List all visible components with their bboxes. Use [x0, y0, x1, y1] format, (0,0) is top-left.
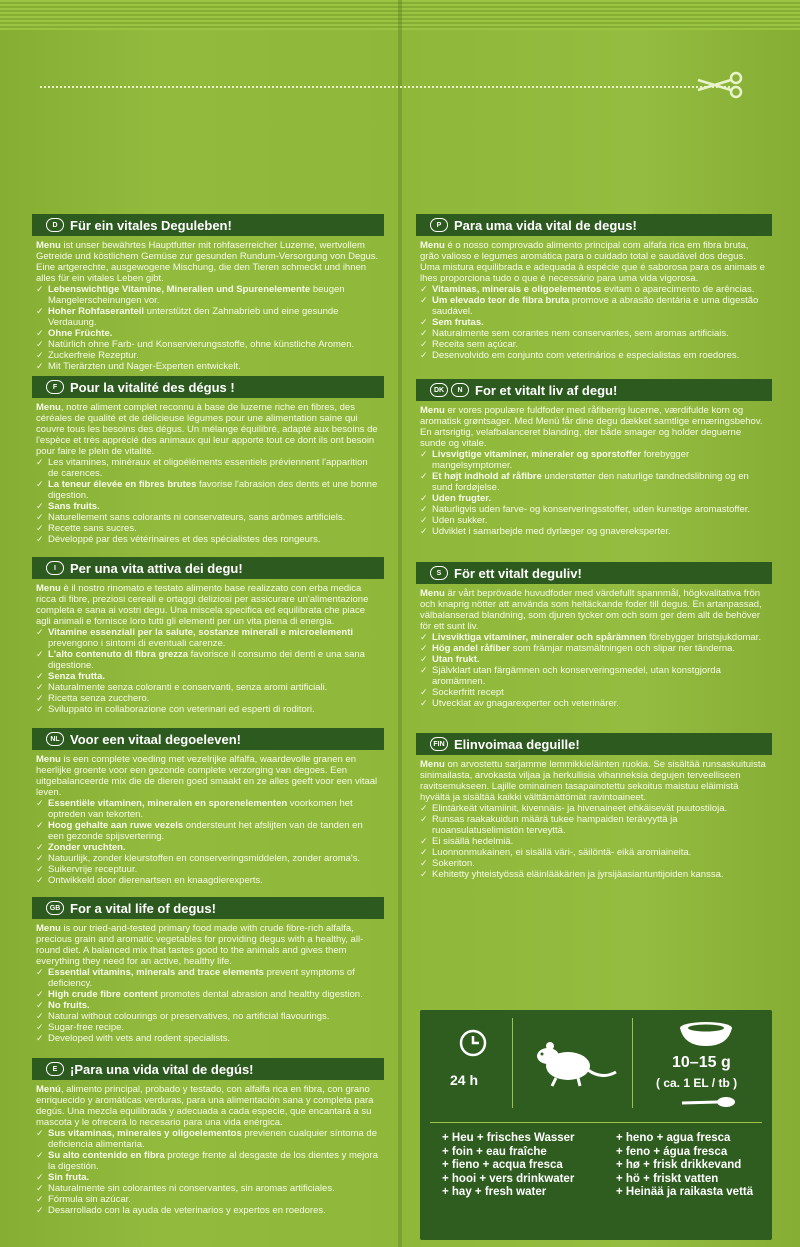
benefit-bold: Utan frukt.: [432, 654, 480, 665]
benefit-item: [420, 858, 768, 869]
benefit-bold: High crude fibre content: [48, 989, 158, 1000]
hay-water-line: + hooi + vers drinkwater: [442, 1172, 575, 1185]
section-body: [416, 755, 772, 880]
section-title: För ett vitalt deguliv!: [454, 565, 582, 581]
benefit-text: Recette sans sucres.: [48, 523, 137, 534]
benefit-text: Sockerfritt recept: [432, 687, 504, 698]
benefit-text: Développé par des vétérinaires et des spécialistes des rongeurs.: [48, 534, 321, 545]
section-header: [32, 1058, 384, 1080]
intro-text: is our tried-and-tested primary food made with crude fibre-rich alfalfa, precious grain and aromatic vegetables for providing degus with a healthy, all-round diet. A balanced mix that tastes good to the animals and gives them everything they need for an active, healthy life.: [36, 923, 364, 967]
section-header: [416, 379, 772, 401]
language-badge: GB: [46, 901, 64, 915]
hay-water-line: + feno + água fresca: [616, 1145, 728, 1158]
benefit-text: Självklart utan färgämnen och konserveringsmedel, utan konstgjorda aromämnen.: [432, 665, 721, 687]
bag-center-seam: [398, 0, 402, 1247]
feeding-amount: 10–15 g: [672, 1054, 731, 1071]
benefit-item: [420, 814, 768, 836]
intro-text: är vårt beprövade huvudfoder med värdefullt spannmål, högkvalitativa frön och knaprig nötter att använda som heltäckande foder till degus. En artanpassad, välbalanserad blandning, som djuren tycker om och som ger dem allt de behöver för ett sunt liv.: [420, 588, 762, 632]
section-header: [416, 214, 772, 236]
benefit-bold: Essentiële vitaminen, mineralen en sporenelementen: [48, 798, 288, 809]
benefit-text: Zuckerfreie Rezeptur.: [48, 350, 139, 361]
language-badge: FIN: [430, 737, 448, 751]
benefit-item: [420, 339, 768, 350]
benefit-item: [36, 649, 380, 671]
benefit-text: Sugar-free recipe.: [48, 1022, 125, 1033]
benefit-bold: Senza frutta.: [48, 671, 106, 682]
benefit-item: [420, 526, 768, 537]
benefit-bold: Livsvigtige vitaminer, mineraler og sporstoffer: [432, 449, 642, 460]
brand-name: Menu: [420, 588, 445, 599]
section-intro: [420, 240, 768, 284]
section-intro: [420, 405, 768, 449]
benefit-bold: Livsviktiga vitaminer, mineraler och spårämnen: [432, 632, 647, 643]
language-badge: F: [46, 380, 64, 394]
language-section-nl: [32, 728, 384, 886]
brand-name: Menu: [36, 583, 61, 594]
language-section-d: [32, 214, 384, 372]
benefit-bold: Hoher Rohfaseranteil: [48, 306, 145, 317]
benefit-item: [36, 853, 380, 864]
food-bowl-icon: [676, 1020, 736, 1048]
section-title: ¡Para una vida vital de degús!: [70, 1061, 254, 1077]
benefit-bold: Hoog gehalte aan ruwe vezels: [48, 820, 184, 831]
benefit-text: previenen cualquier síntoma de deficiencia alimentaria.: [48, 1128, 377, 1150]
benefit-item: [36, 361, 380, 372]
hay-water-line: + heno + agua fresca: [616, 1132, 731, 1144]
benefit-text: Udviklet i samarbejde med dyrlæger og gnavereksperter.: [432, 526, 671, 537]
benefit-item: [420, 847, 768, 858]
benefit-bold: Et højt indhold af råfibre: [432, 471, 542, 482]
language-badge: DK: [430, 383, 448, 397]
benefit-text: Ontwikkeld door dierenartsen en knaagdierexperts.: [48, 875, 263, 886]
section-intro: [36, 240, 380, 284]
benefit-item: [36, 479, 380, 501]
benefit-item: [36, 523, 380, 534]
section-body: [32, 919, 384, 1044]
intro-text: on arvostettu sarjamme lemmikkieläinten ruokia. Se sisältää runsaskuituista sinimailasta, arvokasta viljaa ja herkullisia vihanneksia degujen terveelliseen ravitsemukseen. Lajille ominainen tasapainotettu sekoitus maistuu eläimistä hyvältä ja sisältää kaikki välttämättömät ravintoaineet.: [420, 759, 766, 803]
language-badge: I: [46, 561, 64, 575]
benefit-text: Naturligvis uden farve- og konserveringsstoffer, uden kunstige aromastoffer.: [432, 504, 751, 515]
benefit-text: favorisce il consumo dei denti e una sana digestione.: [48, 649, 365, 671]
benefit-item: [36, 284, 380, 306]
benefit-text: Uden sukker.: [432, 515, 488, 526]
benefit-item: [36, 512, 380, 523]
benefit-item: [420, 698, 768, 709]
brand-name: Menu: [420, 759, 445, 770]
benefit-item: [36, 671, 380, 682]
benefit-text: prevengono i sintomi di eventuali carenze.: [48, 638, 226, 649]
intro-text: er vores populære fuldfoder med råfiberrig lucerne, værdifulde korn og aromatisk grøntsager. Med Menü får dine degu dækket samtlige ernæringsbehov. En artsrigtig, velafbalanceret blanding, der både smager og holder deguerne sunde og vitale.: [420, 405, 763, 449]
language-badge: N: [451, 383, 469, 397]
benefit-bold: Um elevado teor de fibra bruta: [432, 295, 570, 306]
section-intro: [36, 583, 380, 627]
benefit-item: [420, 632, 768, 643]
language-section-f: [32, 376, 384, 545]
clock-icon: [458, 1028, 488, 1058]
panel-divider: [430, 1122, 762, 1123]
section-title: Elinvoimaa deguille!: [454, 736, 580, 752]
benefit-text: Desenvolvido em conjunto com veterinários e especialistas em roedores.: [432, 350, 740, 361]
benefit-bold: Sin fruta.: [48, 1172, 90, 1183]
benefit-item: [420, 687, 768, 698]
benefit-item: [420, 449, 768, 471]
feeding-measure: ( ca. 1 EL / tb ): [656, 1076, 738, 1090]
section-title: Voor een vitaal degoeleven!: [70, 731, 241, 747]
section-title: For a vital life of degus!: [70, 900, 216, 916]
benefit-item: [36, 820, 380, 842]
benefit-bold: Ohne Früchte.: [48, 328, 113, 339]
hay-water-line: + hay + fresh water: [442, 1186, 547, 1198]
section-title: For et vitalt liv af degu!: [475, 382, 618, 398]
benefit-item: [420, 515, 768, 526]
language-section-fin: [416, 733, 772, 880]
benefit-text: Luonnonmukainen, ei sisällä väri-, säilöntä- eikä aromiaineita.: [432, 847, 692, 858]
benefit-item: [420, 654, 768, 665]
benefit-bold: Sem frutas.: [432, 317, 484, 328]
benefit-item: [36, 501, 380, 512]
benefit-item: [420, 284, 768, 295]
hay-water-line: + fieno + acqua fresca: [442, 1159, 563, 1171]
benefit-item: [36, 1194, 380, 1205]
benefit-item: [36, 864, 380, 875]
benefit-item: [36, 1172, 380, 1183]
benefit-text: Mit Tierärzten und Nager-Experten entwickelt.: [48, 361, 241, 372]
degu-icon: [530, 1032, 620, 1092]
benefit-item: [36, 989, 380, 1000]
section-header: [32, 376, 384, 398]
language-section-i: [32, 557, 384, 715]
benefit-item: [36, 457, 380, 479]
language-section-s: [416, 562, 772, 709]
hay-water-line: + hö + friskt vatten: [616, 1172, 719, 1185]
benefit-bold: La teneur élevée en fibres brutes: [48, 479, 197, 490]
section-body: [32, 1080, 384, 1216]
benefit-text: favorise l'abrasion des dents et une bonne digestion.: [48, 479, 378, 501]
benefit-bold: Hög andel råfiber: [432, 643, 511, 654]
feeding-guide-panel: [420, 1010, 772, 1240]
benefit-text: promove a abrasão dentária e uma digestão saudável.: [432, 295, 759, 317]
hay-water-line: + Heu + frisches Wasser: [442, 1132, 575, 1144]
benefit-item: [36, 339, 380, 350]
brand-name: Menu: [420, 240, 445, 251]
benefit-item: [36, 798, 380, 820]
benefit-item: [36, 693, 380, 704]
section-header: [416, 562, 772, 584]
hay-water-line: + hø + frisk drikkevand: [616, 1159, 742, 1171]
benefit-item: [420, 328, 768, 339]
benefit-item: [36, 682, 380, 693]
benefit-item: [36, 306, 380, 328]
intro-text: è il nostro rinomato e testato alimento base realizzato con erba medica ricca di fibre, preziosi cereali e ortaggi deliziosi per assicurare un'alimentazione completa e sana ai vostri degu. Una miscela specifica ed equilibrata che piace agli animali e fornisce loro tutti gli elementi per un vita piena di energia.: [36, 583, 369, 627]
benefit-text: som främjar matsmältningen och slipar ner tänderna.: [510, 643, 736, 654]
benefit-text: Ei sisällä hedelmiä.: [432, 836, 514, 847]
intro-text: é o nosso comprovado alimento principal com alfafa rica em fibra bruta, grão valioso e legumes aromática para o cuidado total e saudável dos degus. Uma mistura equilibrada e adequada à espécie que é saborosa para os animais e lhes proporciona tudo o que é necessário para uma vida vigorosa.: [420, 240, 765, 284]
section-intro: [420, 759, 768, 803]
intro-text: , notre aliment complet reconnu à base de luzerne riche en fibres, des céréales de qualité et de délicieuse légumes pour une alimentation saine qui couvre tous les besoins des dégus. Un mélange équilibré, adapté aux besoins de l'espèce et très apprécié des animaux qui leur apporte tout ce dont ils ont besoin pour faire le plein de vitalité.: [36, 402, 378, 457]
brand-name: Menu: [36, 754, 61, 765]
benefit-text: unterstützt den Zahnabrieb und eine gesunde Verdauung.: [48, 306, 339, 328]
benefit-text: Receita sem açúcar.: [432, 339, 519, 350]
section-body: [416, 401, 772, 537]
benefit-item: [420, 504, 768, 515]
section-title: Für ein vitales Deguleben!: [70, 217, 232, 233]
benefit-bold: Vitaminas, minerais e oligoelementos: [432, 284, 602, 295]
benefit-text: Natürlich ohne Farb- und Konservierungsstoffe, ohne künstliche Aromen.: [48, 339, 355, 350]
benefit-item: [420, 803, 768, 814]
benefit-bold: Su alto contenido en fibra: [48, 1150, 165, 1161]
benefit-item: [36, 875, 380, 886]
benefit-item: [36, 1128, 380, 1150]
section-header: [32, 214, 384, 236]
benefit-item: [420, 317, 768, 328]
brand-name: Menu: [36, 402, 61, 413]
section-body: [416, 236, 772, 361]
language-section-p: [416, 214, 772, 361]
spoon-icon: [680, 1094, 736, 1110]
benefit-text: Desarrollado con la ayuda de veterinarios y expertos en roedores.: [48, 1205, 326, 1216]
intro-text: is een complete voeding met vezelrijke alfalfa, waardevolle granen en heerlijke groente voor een gezonde complete verzorging van degoes. Een uitgebalanceerde mix die de dieren goed smaakt en ze alles geeft voor een vitaal leven.: [36, 754, 378, 798]
benefit-item: [36, 1022, 380, 1033]
section-header: [32, 728, 384, 750]
benefit-text: förebygger bristsjukdomar.: [646, 632, 761, 643]
brand-name: Menu: [420, 405, 445, 416]
benefit-item: [36, 1033, 380, 1044]
section-intro: [36, 754, 380, 798]
benefit-item: [420, 643, 768, 654]
intro-text: ist unser bewährtes Hauptfutter mit rohfaserreicher Luzerne, wertvollem Getreide und köstlichem Gemüse zur gesunden Rundum-Versorgung von Degus. Eine artgerechte, ausgewogene Mischung, die den Tieren schmeckt und ihnen alles für ein vitales Leben gibt.: [36, 240, 379, 284]
benefit-bold: No fruits.: [48, 1000, 90, 1011]
benefit-text: Natural without colourings or preservatives, no artificial flavourings.: [48, 1011, 330, 1022]
benefit-text: Naturalmente sem corantes nem conservantes, sem aromas artificiais.: [432, 328, 729, 339]
benefit-item: [420, 350, 768, 361]
section-title: Per una vita attiva dei degu!: [70, 560, 243, 576]
hay-water-list-left: [442, 1132, 575, 1200]
benefit-text: prevent symptoms of deficiency.: [48, 967, 355, 989]
section-title: Pour la vitalité des dégus !: [70, 379, 235, 395]
benefit-text: protege frente al desgaste de los dientes y mejora la digestión.: [48, 1150, 379, 1172]
feeding-time: 24 h: [450, 1072, 479, 1088]
benefit-item: [36, 967, 380, 989]
language-badge: P: [430, 218, 448, 232]
intro-text: , alimento principal, probado y testado, con alfalfa rica en fibra, con grano enriquecido y aromáticas verduras, para una alimentación sana y completa para degús. Una mezcla equilibrada y adecuada a cada especie, que encantará a su mascota y le ofrecerá lo necesario para una vida enérgica.: [36, 1084, 374, 1128]
benefit-item: [36, 1011, 380, 1022]
benefit-text: beugen Mangelerscheinungen vor.: [48, 284, 345, 306]
brand-name: Menu: [36, 240, 61, 251]
hay-water-line: + Heinää ja raikasta vettä: [616, 1186, 754, 1198]
benefit-text: ondersteunt het afslijten van de tanden en een gezonde spijsvertering.: [48, 820, 363, 842]
hay-water-line: + foin + eau fraîche: [442, 1145, 547, 1158]
language-badge: NL: [46, 732, 64, 746]
language-section-e: [32, 1058, 384, 1216]
hay-water-list-right: [616, 1132, 753, 1200]
benefit-bold: Uden frugter.: [432, 493, 492, 504]
panel-divider: [632, 1018, 633, 1108]
language-badge: E: [46, 1062, 64, 1076]
benefit-text: evitam o aparecimento de arências.: [601, 284, 755, 295]
benefit-bold: Essential vitamins, minerals and trace elements: [48, 967, 264, 978]
benefit-item: [36, 350, 380, 361]
section-body: [32, 236, 384, 372]
benefit-item: [420, 836, 768, 847]
benefit-text: Kehitetty yhteistyössä eläinlääkärien ja jyrsijäasiantuntijoiden kanssa.: [432, 869, 724, 880]
benefit-text: voorkomen het optreden van tekorten.: [48, 798, 353, 820]
benefit-item: [420, 869, 768, 880]
benefit-item: [36, 627, 380, 649]
scissors-icon: [694, 70, 746, 100]
benefit-item: [36, 704, 380, 715]
language-badge: D: [46, 218, 64, 232]
benefit-bold: L'alto contenuto di fibra grezza: [48, 649, 189, 660]
tear-line: [40, 86, 730, 88]
benefit-text: forebygger mangelsymptomer.: [432, 449, 690, 471]
brand-name: Menu: [36, 923, 61, 934]
benefit-item: [420, 471, 768, 493]
benefit-text: Natuurlijk, zonder kleurstoffen en conserveringsmiddelen, zonder aroma's.: [48, 853, 361, 864]
benefit-item: [36, 328, 380, 339]
benefit-text: Utvecklat av gnagarexperter och veterinärer.: [432, 698, 619, 709]
benefit-bold: Sus vitaminas, minerales y oligoelementos: [48, 1128, 242, 1139]
benefit-item: [36, 1205, 380, 1216]
benefit-item: [36, 1000, 380, 1011]
section-intro: [36, 1084, 380, 1128]
benefit-item: [36, 534, 380, 545]
panel-divider: [512, 1018, 513, 1108]
brand-name: Menú: [36, 1084, 61, 1095]
section-intro: [36, 402, 380, 457]
section-body: [416, 584, 772, 709]
benefit-text: Suikervrije receptuur.: [48, 864, 138, 875]
benefit-text: Naturellement sans colorants ni conservateurs, sans arômes artificiels.: [48, 512, 346, 523]
section-header: [416, 733, 772, 755]
benefit-text: Les vitamines, minéraux et oligoéléments essentiels préviennent l'apparition de carences.: [48, 457, 368, 479]
benefit-text: Ricetta senza zucchero.: [48, 693, 150, 704]
benefit-text: Elintärkeät vitamiinit, kivennäis- ja hivenaineet ehkäisevät puutostiloja.: [432, 803, 728, 814]
section-intro: [420, 588, 768, 632]
benefit-text: understøtter den naturlige tandnedslibning og en sund fordøjelse.: [432, 471, 749, 493]
benefit-text: Sviluppato in collaborazione con veterinari ed esperti di roditori.: [48, 704, 315, 715]
benefit-bold: Zonder vruchten.: [48, 842, 126, 853]
section-body: [32, 398, 384, 545]
benefit-item: [420, 493, 768, 504]
benefit-text: Naturalmente sin colorantes ni conservantes, sin aromas artificiales.: [48, 1183, 335, 1194]
section-header: [32, 557, 384, 579]
section-title: Para uma vida vital de degus!: [454, 217, 637, 233]
benefit-text: Sokeriton.: [432, 858, 475, 869]
benefit-text: Developed with vets and rodent specialists.: [48, 1033, 231, 1044]
benefit-bold: Lebenswichtige Vitamine, Mineralien und Spurenelemente: [48, 284, 311, 295]
benefit-bold: Vitamine essenziali per la salute, sostanze minerali e microelementi: [48, 627, 354, 638]
benefit-bold: Sans fruits.: [48, 501, 100, 512]
benefit-item: [36, 1150, 380, 1172]
benefit-item: [420, 295, 768, 317]
section-intro: [36, 923, 380, 967]
language-section-gb: [32, 897, 384, 1044]
benefit-item: [36, 842, 380, 853]
benefit-item: [36, 1183, 380, 1194]
section-body: [32, 750, 384, 886]
section-header: [32, 897, 384, 919]
language-badge: S: [430, 566, 448, 580]
benefit-text: promotes dental abrasion and healthy digestion.: [157, 989, 363, 1000]
section-body: [32, 579, 384, 715]
benefit-text: Fórmula sin azúcar.: [48, 1194, 131, 1205]
benefit-text: Naturalmente senza coloranti e conservanti, senza aromi artificiali.: [48, 682, 328, 693]
language-section-dk: [416, 379, 772, 537]
benefit-text: Runsas raakakuidun määrä tukee hampaiden terävyyttä ja ruoansulatuselimistön terveyttä.: [432, 814, 678, 836]
benefit-item: [420, 665, 768, 687]
